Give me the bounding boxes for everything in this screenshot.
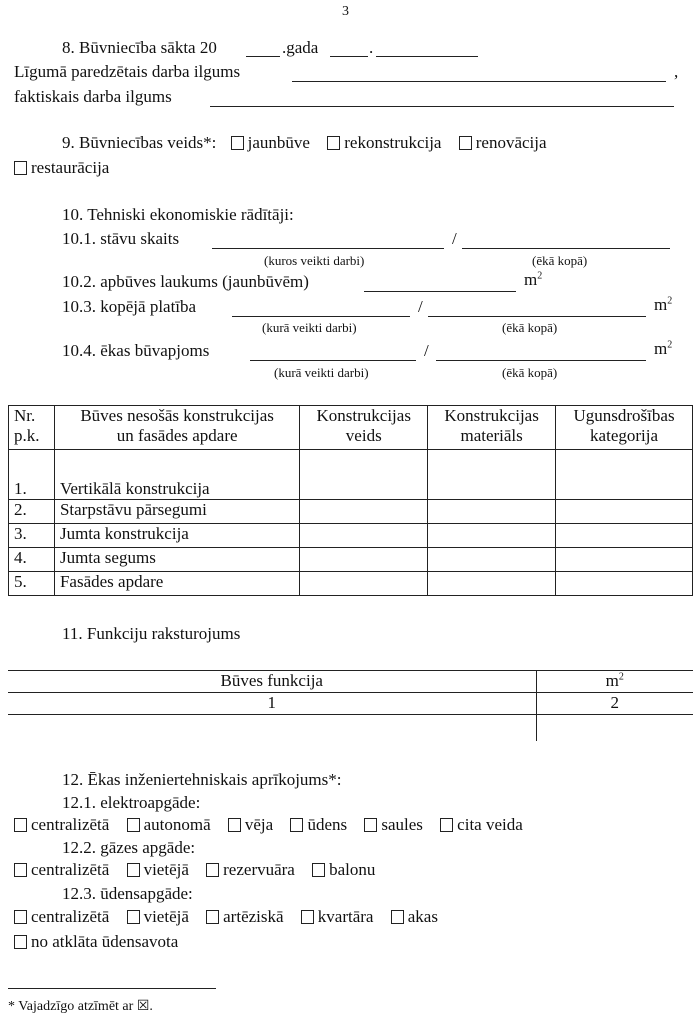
s9-option-reconstruction[interactable]: rekonstrukcija [327, 133, 441, 153]
table-row [8, 715, 693, 741]
function-table [8, 670, 693, 741]
s8-year-suffix: .gada [282, 38, 319, 57]
s10-volume-field-left[interactable] [250, 360, 416, 361]
s10-total-field-right[interactable] [428, 316, 646, 317]
s10-volume-sub-left: (kurā veikti darbi) [274, 365, 369, 380]
header-function: Būves funkcija [8, 671, 536, 693]
footnote: * Vajadzīgo atzīmēt ar ☒. [8, 999, 153, 1014]
table-cell-input[interactable] [300, 572, 428, 596]
checkbox-icon[interactable] [327, 136, 340, 150]
s10-volume-field-right[interactable] [436, 360, 646, 361]
header-type: Konstrukcijas veids [300, 406, 428, 450]
checkbox-icon[interactable] [14, 863, 27, 877]
checkbox-icon[interactable] [127, 863, 140, 877]
s10-area-label: 10.2. apbūves laukums (jaunbūvēm) [62, 272, 309, 291]
s9-type [62, 133, 560, 153]
electric-option-solar[interactable]: saules [364, 815, 423, 835]
electric-option-other[interactable]: cita veida [440, 815, 523, 835]
table-row: 2. Starpstāvu pārsegumi [9, 500, 693, 524]
water-option-open-source[interactable]: no atklāta ūdensavota [14, 932, 178, 952]
water-option-artesian[interactable]: artēziskā [206, 907, 283, 927]
s10-volume-slash: / [424, 341, 429, 360]
table-cell-input[interactable] [300, 450, 428, 500]
checkbox-icon[interactable] [231, 136, 244, 150]
checkbox-icon[interactable] [127, 910, 140, 924]
s8-dot: . [369, 38, 374, 57]
table-row: 5. Fasādes apdare [9, 572, 693, 596]
table-cell-input[interactable] [556, 450, 693, 500]
table-cell-input[interactable] [428, 524, 556, 548]
checkbox-icon[interactable] [290, 818, 303, 832]
s10-total-label: 10.3. kopējā platība [62, 297, 197, 316]
header-nr: Nr. p.k. [9, 406, 55, 450]
s12-gas-label: 12.2. gāzes apgāde: [62, 838, 196, 857]
table-cell-input[interactable] [300, 524, 428, 548]
checkbox-icon[interactable] [391, 910, 404, 924]
gas-option-centralized[interactable]: centralizētā [14, 860, 109, 880]
s10-total-slash: / [418, 297, 423, 316]
s10-area-field[interactable] [364, 291, 516, 292]
checkbox-icon[interactable] [459, 136, 472, 150]
gas-option-tank[interactable]: rezervuāra [206, 860, 295, 880]
s8-year-field[interactable] [246, 56, 280, 57]
table-cell-input[interactable] [8, 715, 536, 741]
s8-start-prefix: 8. Būvniecība sākta 20 [62, 38, 217, 57]
s9-option-restoration[interactable]: restaurācija [14, 158, 109, 178]
checkbox-icon[interactable] [14, 161, 27, 175]
s12-water-options [14, 907, 451, 927]
checkbox-icon[interactable] [206, 910, 219, 924]
checkbox-icon[interactable] [228, 818, 241, 832]
electric-option-wind[interactable]: vēja [228, 815, 273, 835]
electric-option-autonomous[interactable]: autonomā [127, 815, 211, 835]
table-header-row [9, 406, 693, 450]
s8-comma: , [674, 62, 679, 81]
checkbox-icon[interactable] [301, 910, 314, 924]
table-cell-input[interactable] [556, 500, 693, 524]
construction-table [8, 405, 693, 596]
s8-start-label [62, 38, 217, 58]
s8-contract-label: Līgumā paredzētais darba ilgums [14, 62, 241, 81]
table-row: 4. Jumta segums [9, 548, 693, 572]
s8-month-field[interactable] [376, 56, 478, 57]
s12-title: 12. Ēkas inženiertehniskais aprīkojums*: [62, 770, 342, 789]
gas-option-local[interactable]: vietējā [127, 860, 189, 880]
s9-option-new[interactable]: jaunbūve [231, 133, 310, 153]
s10-area-unit: $m^2$ [524, 270, 543, 289]
s10-volume-sub-right: (ēkā kopā) [502, 365, 558, 380]
checkbox-icon[interactable] [14, 935, 27, 949]
electric-option-centralized[interactable]: centralizētā [14, 815, 109, 835]
checkbox-icon[interactable] [127, 818, 140, 832]
s8-contract-field[interactable] [292, 81, 666, 82]
table-cell-input[interactable] [556, 572, 693, 596]
water-option-quaternary[interactable]: kvartāra [301, 907, 374, 927]
checked-box-icon: ☒. [136, 999, 153, 1014]
s12-water-label: 12.3. ūdensapgāde: [62, 884, 193, 903]
s12-electric-label: 12.1. elektroapgāde: [62, 793, 201, 812]
header-structure: Būves nesošās konstrukcijas un fasādes apdare [54, 406, 299, 450]
table-cell-input[interactable] [556, 548, 693, 572]
s11-title: 11. Funkciju raksturojums [62, 624, 241, 643]
water-option-centralized[interactable]: centralizētā [14, 907, 109, 927]
s10-volume-unit: $m^2$ [654, 339, 673, 358]
s10-volume-label: 10.4. ēkas būvapjoms [62, 341, 210, 360]
table-row: 3. Jumta konstrukcija [9, 524, 693, 548]
s10-floors-label: 10.1. stāvu skaits [62, 229, 180, 248]
s10-total-sub-left: (kurā veikti darbi) [262, 320, 357, 335]
footnote-divider [8, 988, 216, 989]
water-option-local[interactable]: vietējā [127, 907, 189, 927]
table-cell-input[interactable] [428, 548, 556, 572]
water-option-well[interactable]: akas [391, 907, 438, 927]
header-fire-category: Ugunsdrošības kategorija [556, 406, 693, 450]
s9-label: 9. Būvniecības veids*: [62, 133, 217, 152]
s8-actual-label: faktiskais darba ilgums [14, 87, 172, 106]
s10-total-field-left[interactable] [232, 316, 410, 317]
header-material: Konstrukcijas materiāls [428, 406, 556, 450]
s10-floors-sub-left: (kuros veikti darbi) [264, 253, 365, 268]
function-number-row: 1 2 [8, 693, 693, 715]
s10-floors-sub-right: (ēkā kopā) [532, 253, 588, 268]
table-cell-input[interactable] [536, 715, 693, 741]
page-number: 3 [342, 4, 349, 19]
electric-option-water[interactable]: ūdens [290, 815, 347, 835]
s10-total-unit: $m^2$ [654, 295, 673, 314]
table-cell-input[interactable] [428, 500, 556, 524]
checkbox-icon[interactable] [206, 863, 219, 877]
table-cell-input[interactable] [300, 548, 428, 572]
s10-floors-field-left[interactable] [212, 248, 444, 249]
checkbox-icon[interactable] [364, 818, 377, 832]
s12-gas-options [14, 860, 388, 880]
checkbox-icon[interactable] [440, 818, 453, 832]
s8-day-field[interactable] [330, 56, 368, 57]
s10-floors-field-right[interactable] [462, 248, 670, 249]
table-cell-input[interactable] [300, 500, 428, 524]
s9-option-renovation[interactable]: renovācija [459, 133, 547, 153]
s8-actual-field[interactable] [210, 106, 674, 107]
checkbox-icon[interactable] [312, 863, 325, 877]
s12-electric-options [14, 815, 536, 835]
function-header-row [8, 671, 693, 693]
table-cell-input[interactable] [428, 450, 556, 500]
table-cell-input[interactable] [428, 572, 556, 596]
table-cell-input[interactable] [556, 524, 693, 548]
s10-total-sub-right: (ēkā kopā) [502, 320, 558, 335]
checkbox-icon[interactable] [14, 910, 27, 924]
s10-title: 10. Tehniski ekonomiskie rādītāji: [62, 205, 294, 224]
header-area: $m^2$ [536, 671, 693, 693]
s10-slash: / [452, 229, 457, 248]
gas-option-cylinder[interactable]: balonu [312, 860, 375, 880]
checkbox-icon[interactable] [14, 818, 27, 832]
table-row: 1. Vertikālā konstrukcija [9, 450, 693, 500]
